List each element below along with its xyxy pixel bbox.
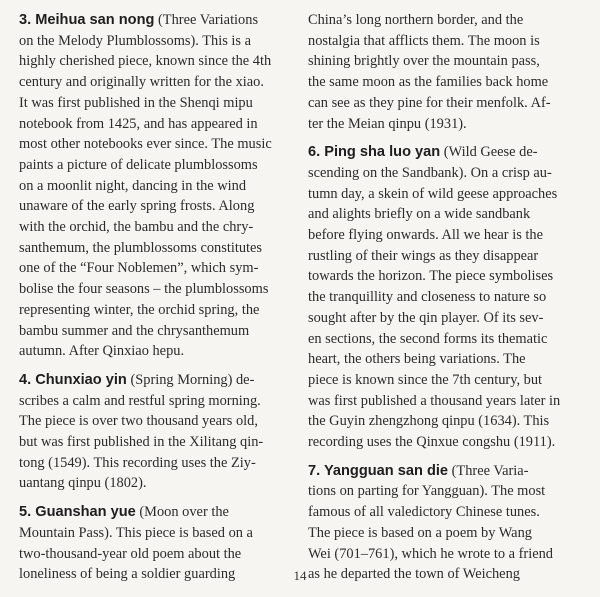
text-line bbox=[308, 225, 581, 246]
body-text: tumn day, a skein of wild geese approaches bbox=[308, 185, 558, 202]
text-line bbox=[19, 155, 292, 176]
text-line bbox=[308, 31, 581, 52]
body-text: one of the “Four Noblemen”, which sym- bbox=[19, 260, 259, 277]
text-line bbox=[19, 502, 292, 523]
body-text: uantang qinpu (1802). bbox=[19, 475, 147, 492]
body-text: with the orchid, the bambu and the chry- bbox=[19, 219, 254, 236]
text-line bbox=[19, 473, 292, 494]
track-heading: 5. Guanshan yue bbox=[19, 504, 136, 521]
body-text: famous of all valedictory Chinese tunes. bbox=[308, 504, 540, 521]
text-line bbox=[308, 481, 581, 502]
text-line bbox=[308, 329, 581, 350]
body-text: heart, the others being variations. The bbox=[308, 351, 526, 368]
body-text: nostalgia that afflicts them. The moon is bbox=[308, 32, 540, 49]
body-text: can see as they pine for their menfolk. Af- bbox=[308, 94, 551, 111]
text-line bbox=[308, 411, 581, 432]
track-heading: 6. Ping sha luo yan bbox=[308, 144, 441, 161]
text-line bbox=[308, 287, 581, 308]
body-text: unaware of the early spring frosts. Along bbox=[19, 198, 255, 215]
text-line bbox=[19, 258, 292, 279]
track-entry bbox=[19, 370, 292, 494]
text-line bbox=[19, 341, 292, 362]
text-line bbox=[19, 411, 292, 432]
track-heading: 4. Chunxiao yin bbox=[19, 371, 127, 388]
body-text: (Spring Morning) de- bbox=[126, 371, 255, 388]
body-text: en sections, the second forms its thematic bbox=[308, 330, 548, 347]
text-line bbox=[308, 184, 581, 205]
body-text: piece is known since the 7th century, but bbox=[308, 371, 543, 388]
body-text: recording uses the Qinxue congshu (1911). bbox=[308, 434, 556, 451]
track-heading: 7. Yangguan san die bbox=[308, 462, 449, 479]
text-line bbox=[19, 544, 292, 565]
body-text: notebook from 1425, and has appeared in bbox=[19, 115, 258, 132]
body-text: two-thousand-year old poem about the bbox=[19, 545, 242, 562]
text-line bbox=[19, 217, 292, 238]
body-text: was first published a thousand years later in bbox=[308, 392, 561, 409]
body-text: It was first published in the Shenqi mipu bbox=[19, 94, 253, 111]
text-line bbox=[19, 391, 292, 412]
text-line bbox=[308, 246, 581, 267]
body-text: ter the Meian qinpu (1931). bbox=[308, 115, 467, 132]
body-text: highly cherished piece, known since the 4th bbox=[19, 53, 272, 70]
text-line bbox=[308, 204, 581, 225]
body-text: (Three Varia- bbox=[448, 462, 529, 479]
body-text: the tranquillity and closeness to nature so bbox=[308, 289, 547, 306]
text-line bbox=[308, 93, 581, 114]
body-text: bambu summer and the chrysanthemum bbox=[19, 322, 250, 339]
text-line bbox=[308, 72, 581, 93]
body-text: on the Melody Plumblossoms). This is a bbox=[19, 32, 251, 49]
body-text: tions on parting for Yangguan). The most bbox=[308, 483, 546, 500]
text-line bbox=[308, 523, 581, 544]
text-line bbox=[19, 114, 292, 135]
body-text: (Three Variations bbox=[154, 12, 259, 28]
text-line bbox=[308, 502, 581, 523]
body-text: and alights briefly on a wide sandbank bbox=[308, 206, 531, 223]
body-text: (Moon over the bbox=[135, 504, 229, 521]
body-text: rustling of their wings as they disappear bbox=[308, 247, 539, 264]
text-line bbox=[308, 432, 581, 453]
text-line bbox=[308, 10, 581, 31]
track-entry bbox=[308, 142, 581, 453]
text-line bbox=[19, 279, 292, 300]
body-text: the same moon as the families back home bbox=[308, 74, 549, 91]
text-line bbox=[308, 142, 581, 163]
body-text: santhemum, the plumblossoms constitutes bbox=[19, 239, 263, 256]
body-text: most other notebooks ever since. The music bbox=[19, 136, 272, 153]
text-line bbox=[308, 114, 581, 135]
text-line bbox=[19, 432, 292, 453]
right-column bbox=[308, 10, 581, 593]
text-line bbox=[19, 238, 292, 259]
text-line bbox=[308, 349, 581, 370]
text-line bbox=[308, 308, 581, 329]
body-text: on a moonlit night, dancing in the wind bbox=[19, 177, 247, 194]
track-heading: 3. Meihua san nong bbox=[19, 12, 155, 28]
body-text: (Wild Geese de- bbox=[440, 144, 538, 161]
body-text: the Guyin zhengzhong qinpu (1634). This bbox=[308, 413, 550, 430]
text-line bbox=[19, 72, 292, 93]
body-text: Wei (701–761), which he wrote to a friend bbox=[308, 545, 554, 562]
text-line bbox=[19, 31, 292, 52]
text-line bbox=[308, 266, 581, 287]
text-line bbox=[308, 163, 581, 184]
text-line bbox=[19, 523, 292, 544]
body-text: The piece is based on a poem by Wang bbox=[308, 524, 532, 541]
body-text: paints a picture of delicate plumblossoms bbox=[19, 156, 258, 173]
body-text: representing winter, the orchid spring, the bbox=[19, 301, 260, 318]
body-text: as he departed the town of Weicheng bbox=[308, 566, 520, 583]
text-line bbox=[308, 544, 581, 565]
track-entry bbox=[19, 10, 292, 362]
text-line bbox=[19, 321, 292, 342]
text-line bbox=[19, 196, 292, 217]
body-text: shining brightly over the mountain pass, bbox=[308, 53, 540, 70]
track-entry bbox=[308, 10, 581, 134]
text-line bbox=[19, 51, 292, 72]
body-text: scribes a calm and restful spring morning. bbox=[19, 392, 261, 409]
text-line bbox=[19, 10, 292, 31]
text-line bbox=[308, 370, 581, 391]
text-line bbox=[19, 176, 292, 197]
body-text: century and originally written for the xiao. bbox=[19, 74, 264, 91]
page-number: 14 bbox=[293, 568, 307, 583]
text-line bbox=[308, 391, 581, 412]
body-text: sought after by the qin player. Of its sev- bbox=[308, 309, 544, 326]
text-line bbox=[308, 461, 581, 482]
body-text: bolise the four seasons – the plumblossoms bbox=[19, 281, 269, 298]
body-text: loneliness of being a soldier guarding bbox=[19, 566, 236, 583]
text-line bbox=[19, 134, 292, 155]
body-text: towards the horizon. The piece symbolises bbox=[308, 268, 554, 285]
body-text: tong (1549). This recording uses the Ziy- bbox=[19, 454, 256, 471]
body-text: Mountain Pass). This piece is based on a bbox=[19, 524, 253, 541]
body-text: autumn. After Qinxiao hepu. bbox=[19, 343, 185, 360]
left-column bbox=[19, 10, 292, 593]
text-line bbox=[308, 51, 581, 72]
body-text: before flying onwards. All we hear is the bbox=[308, 227, 543, 244]
body-text: The piece is over two thousand years old, bbox=[19, 413, 258, 430]
text-line bbox=[19, 93, 292, 114]
track-entry bbox=[308, 461, 581, 585]
text-line bbox=[19, 370, 292, 391]
text-line bbox=[19, 453, 292, 474]
text-line bbox=[19, 300, 292, 321]
body-text: China’s long northern border, and the bbox=[308, 12, 524, 28]
body-text: but was first published in the Xilitang qin- bbox=[19, 434, 264, 451]
body-text: scending on the Sandbank). On a crisp au- bbox=[308, 164, 552, 181]
